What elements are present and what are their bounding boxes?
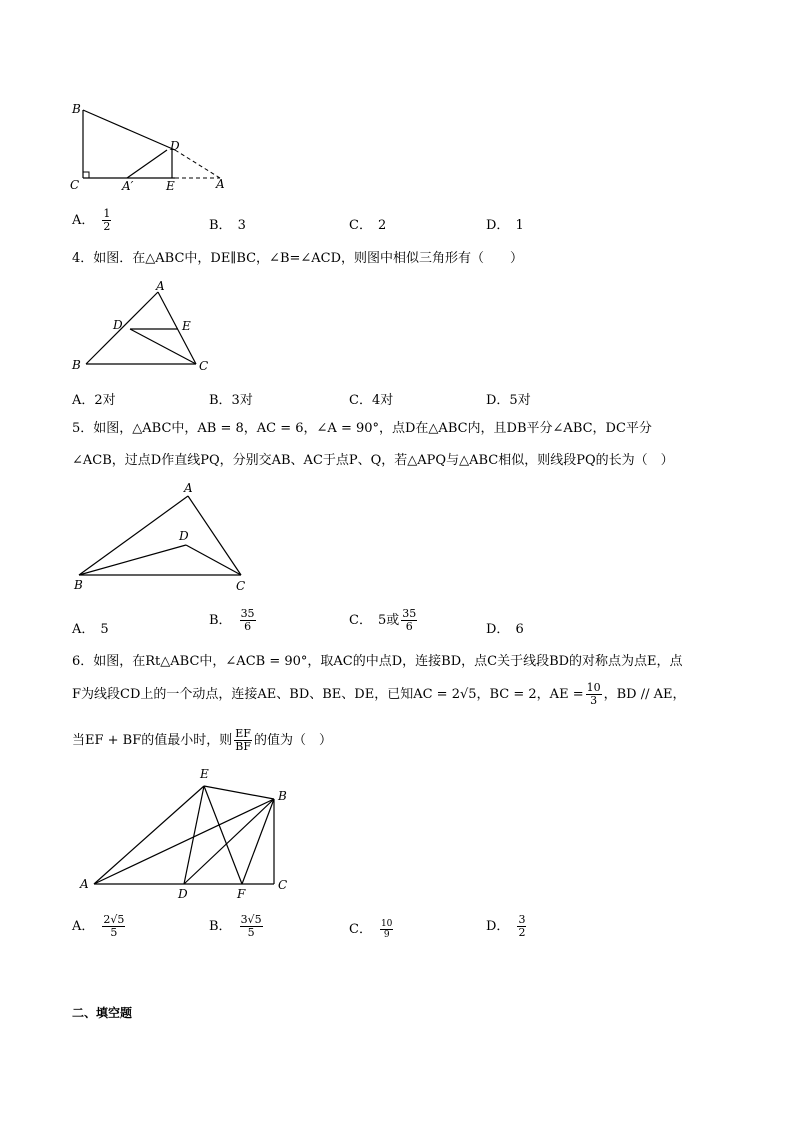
fig4-label-d: D (113, 318, 123, 332)
q5-option-d: D． 6 (486, 622, 524, 637)
fig4-label-c: C (199, 359, 209, 373)
fig3-label-a-prime: A′ (122, 179, 134, 193)
q3-option-c: C． 2 (349, 218, 387, 233)
fig6-label-b: B (278, 789, 287, 803)
fig3-label-d: D (170, 139, 180, 153)
q6-option-d: D． $\frac{3}{2}$ (486, 913, 526, 939)
q6-line2: F为线段CD上的一个动点，连接AE、BD、BE、DE，已知AC = 2√5，BC = 2，AE = $\frac{10}{3}$ ，BD // AE， (72, 681, 686, 707)
q4-option-d: D．5对 (486, 393, 531, 408)
q5-option-a: A． 5 (72, 622, 109, 637)
q6-line3: 当EF + BF的值最小时，则 $\frac{EF}{BF}$ 的值为（ ） (72, 727, 332, 753)
fig5-label-a: A (184, 481, 193, 495)
fig3-label-c: C (70, 178, 80, 192)
fig3-label-b: B (72, 102, 81, 116)
fig5-label-b: B (74, 578, 83, 592)
fig6-label-a: A (80, 877, 89, 891)
figure-q6 (74, 765, 299, 900)
fig4-label-a: A (156, 280, 165, 293)
fig5-label-c: C (236, 579, 246, 593)
section-title-fill-in: 二、填空题 (72, 1006, 133, 1020)
fig6-label-c: C (278, 878, 288, 892)
q5-option-c: C． 5或 $\frac{35}{6}$ (349, 607, 417, 633)
figure-q4 (68, 280, 228, 375)
q4-option-b: B．3对 (209, 393, 253, 408)
q3-option-a: A． $\frac{1}{2}$ (72, 207, 111, 233)
figure-q3 (60, 95, 240, 195)
q3-option-b: B． 3 (209, 218, 246, 233)
q5-line2: ∠ACB，过点D作直线PQ，分别交AB、AC于点P、Q，若△APQ与△ABC相似，则线段PQ的长为（ ） (72, 453, 674, 468)
q5-option-b: B． $\frac{35}{6}$ (209, 607, 255, 633)
fig4-label-e: E (182, 319, 191, 333)
q3-option-d: D． 1 (486, 218, 524, 233)
fig5-label-d: D (179, 529, 189, 543)
q5-line1: 5．如图，△ABC中，AB = 8，AC = 6，∠A = 90°，点D在△ABC内，且DB平分∠ABC，DC平分 (72, 421, 652, 436)
fig3-label-e: E (166, 179, 175, 193)
fig4-label-b: B (72, 358, 81, 372)
q4-option-c: C．4对 (349, 393, 394, 408)
fig6-label-d: D (178, 887, 188, 900)
q6-option-b: B． $\frac{3√5}{5}$ (209, 913, 262, 939)
q4-text: 4．如图．在△ABC中，DE∥BC，∠B=∠ACD，则图中相似三角形有（ ） (72, 251, 524, 266)
fig3-label-a: A (216, 177, 225, 191)
figure-q5 (66, 478, 266, 598)
q6-option-a: A． $\frac{2√5}{5}$ (72, 913, 125, 939)
fig6-label-f: F (237, 887, 246, 900)
q6-line1: 6．如图，在Rt△ABC中，∠ACB = 90°，取AC的中点D，连接BD，点C关于线段BD的对称点为点E，点 (72, 654, 683, 669)
fig6-label-e: E (200, 767, 209, 781)
q4-option-a: A．2对 (72, 393, 116, 408)
q6-option-c: C． $\frac{10}{9}$ (349, 919, 393, 940)
